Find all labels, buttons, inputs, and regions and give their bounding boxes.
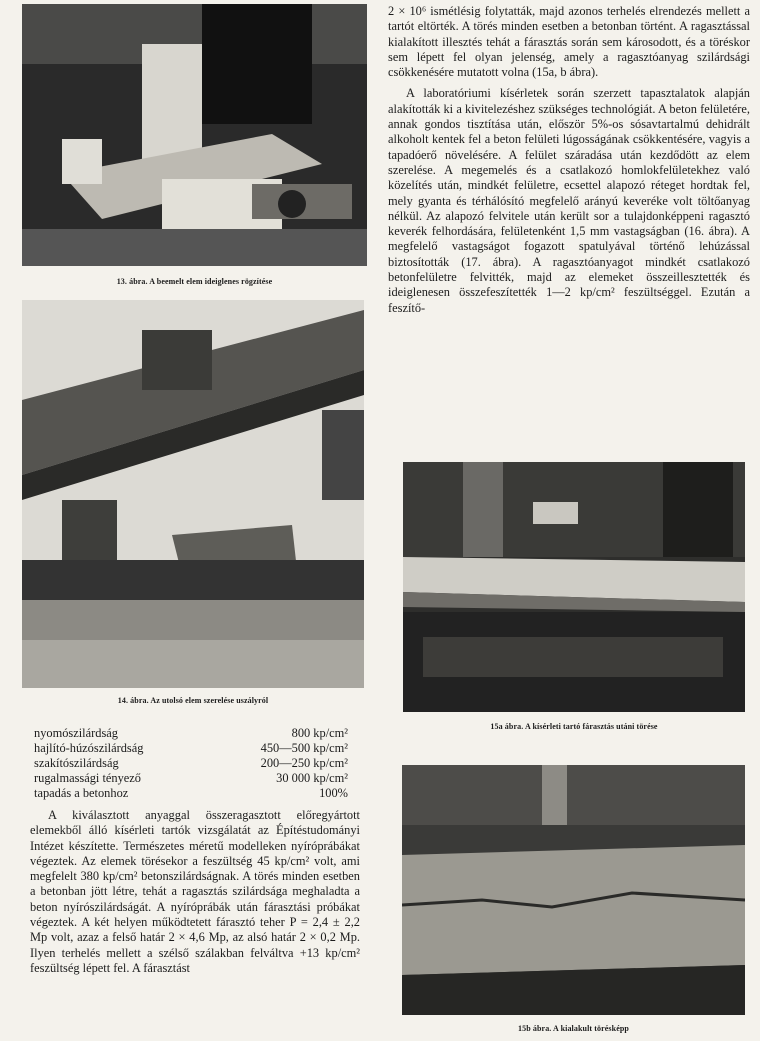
- figure-15a-caption: 15a ábra. A kísérleti tartó fárasztás utáni törése: [490, 722, 658, 731]
- figure-15a-photo: [403, 462, 745, 712]
- figure-13-photo: [22, 4, 367, 266]
- property-row: [34, 756, 348, 771]
- material-properties-list: [34, 726, 348, 801]
- property-row: [34, 786, 348, 801]
- property-value: 200—250 kp/cm²: [260, 756, 348, 770]
- property-row: [34, 726, 348, 741]
- property-label: hajlító-húzószilárdság: [34, 741, 144, 755]
- right-paragraph-2: A laboratóriumi kísérletek során szerzett tapasztalatok alapján alakították ki a kivitelezéshez szükséges technológiát. A beton felületére, annak gondos tisztítása után, először 5%-os sósavtartalmú dehidrált alkoholt kentek fel a beton felületi lúgosságának csökkentésére, vagyis a tapadóerő növelésére. A felület száradása után kezdődött az elem szerelése. A megemelés és a csatlakozó homlokfelületekhez való közelítés után, mindkét felületre, ecsettel alapozó réteget hordtak fel, mely gyanta és térhálósító megfelelő arányú keveréke volt töltőanyag nélkül. Az alapozó felvitele után került sor a tulajdonképpeni ragasztó keverék felhordására, felületenként 1,5 mm vastagságban (16. ábra). A megfelelő vastagságot fogazott spatulyával történő lehúzással biztosították (17. ábra). A ragasztóanyagot mindkét csatlakozó betonfelületre felvitték, majd az elemeket összeillesztették és ideiglenesen összefeszítették 1—2 kp/cm² feszültséggel. Ezután a feszítő-: [388, 86, 750, 315]
- figure-14-photo: [22, 300, 364, 688]
- property-label: rugalmassági tényező: [34, 771, 142, 785]
- property-label: tapadás a betonhoz: [34, 786, 129, 800]
- property-value: 800 kp/cm²: [291, 726, 348, 740]
- left-paragraph-1: A kiválasztott anyaggal összeragasztott előregyártott elemekből álló kísérleti tartók vizsgálatát az Építéstudományi Intézet készítette. Természetes méretű modelleken nyíróprábákat végeztek. Az elemek törésekor a feszültség 45 kp/cm² volt, ami megfelelt 380 kp/cm² betonszilárdságnak. A törés minden esetben a betonban jött létre, tehát a ragasztás szilárdsága meghaladta a beton nyírószilárdságát. A nyíróprábák után fárasztási próbákat végeztek. A két helyen működtetett fárasztó teher P = 2,4 ± 2,2 Mp volt, azaz a felső határ 2 × 4,6 Mp, az alsó határ 2 × 0,2 Mp. Ilyen terhelés mellett a szélső szálakban felváltva +13 kp/cm² feszültség lépett fel. A fárasztást: [30, 808, 360, 975]
- right-body-text: [388, 4, 750, 322]
- figure-13-caption: 13. ábra. A beemelt elem ideiglenes rögzítése: [116, 277, 273, 286]
- property-row: [34, 741, 348, 756]
- property-label: szakítószilárdság: [34, 756, 119, 770]
- figure-15b-caption: 15b ábra. A kialakult törésképp: [518, 1024, 629, 1033]
- property-label: nyomószilárdság: [34, 726, 118, 740]
- property-value: 100%: [319, 786, 348, 800]
- property-value: 30 000 kp/cm²: [276, 771, 348, 785]
- left-body-text: [30, 808, 360, 982]
- property-value: 450—500 kp/cm²: [260, 741, 348, 755]
- right-paragraph-1: 2 × 10⁶ ismétlésig folytatták, majd azonos terhelés elrendezés mellett a tartót eltörték. A törés minden esetben a betonban történt. A ragasztással kialakított illesztés tehát a fárasztás során sem károsodott, és a töréskor sem lépett fel olyan jelenség, amely a ragasztóanyag szilárdsági csökkenésére mutatott volna (15a, b ábra).: [388, 4, 750, 80]
- property-row: [34, 771, 348, 786]
- figure-15b-photo: [402, 765, 745, 1015]
- figure-14-caption: 14. ábra. Az utolsó elem szerelése uszályról: [117, 696, 269, 705]
